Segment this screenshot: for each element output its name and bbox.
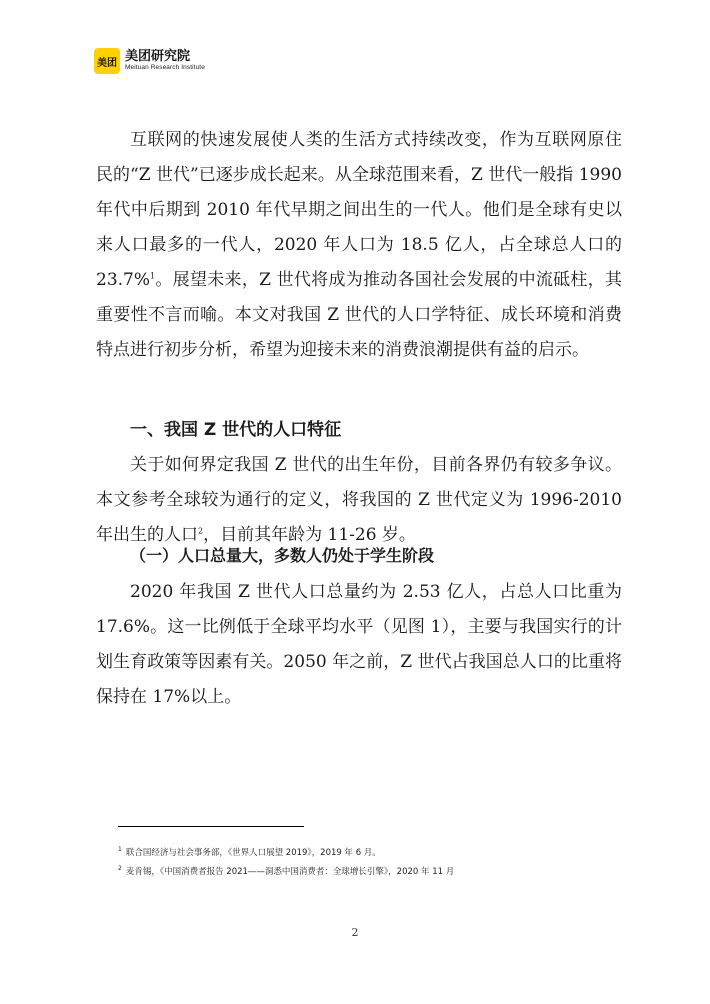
footnote-text: 联合国经济与社会事务部，《世界人口展望 2019》，2019 年 6 月。 (125, 848, 381, 858)
logo-subtitle: Meituan Research Institute (125, 64, 205, 72)
meituan-logo (94, 48, 205, 74)
footnote-2 (118, 866, 454, 878)
footnote-1 (118, 847, 381, 859)
footnote-mark: 1 (118, 846, 122, 854)
footnote-ref-1[interactable]: 1 (150, 271, 156, 281)
footnote-divider (118, 826, 304, 827)
logo-name: 美团研究院 (125, 49, 191, 65)
intro-paragraph (96, 123, 622, 368)
logo-text (125, 50, 205, 72)
definition-text-rest: ，目前其年龄为 11-26 岁。 (203, 525, 416, 545)
page-number: 2 (351, 926, 359, 939)
footnote-ref-2[interactable]: 2 (198, 526, 204, 536)
logo-badge: 美团 (94, 48, 120, 74)
footnote-text: 麦肯锡，《中国消费者报告 2021——洞悉中国消费者：全球增长引擎》，2020 年 11 月 (125, 867, 455, 877)
intro-text-rest: 。展望未来，Z 世代将成为推动各国社会发展的中流砥柱，其重要性不言而喻。本文对我国 Z 世代的人口学特征、成长环境和消费特点进行初步分析，希望为迎接未来的消费浪潮提供有益的启示。 (96, 270, 622, 360)
intro-text: 互联网的快速发展使人类的生活方式持续改变，作为互联网原住民的“Z 世代”已逐步成长起来。从全球范围来看，Z 世代一般指 1990 年代中后期到 2010 年代早期之间出生的一代人。他们是全球有史以来人口最多的一代人，2020 年人口为 18.5 亿人，占全球总人口的 23.7% (96, 130, 622, 290)
definition-text: 关于如何界定我国 Z 世代的出生年份，目前各界仍有较多争议。本文参考全球较为通行的定义，将我国的 Z 世代定义为 1996-2010 年出生的人口 (96, 455, 622, 545)
population-paragraph: 2020 年我国 Z 世代人口总量约为 2.53 亿人，占总人口比重为 17.6%。这一比例低于全球平均水平（见图 1），主要与我国实行的计划生育政策等因素有关。2050 年之前，Z 世代占我国总人口的比重将保持在 17%以上。 (96, 582, 622, 707)
section-heading: 一、我国 Z 世代的人口特征 (130, 420, 342, 440)
footnote-mark: 2 (118, 865, 122, 873)
subsection-heading: （一）人口总量大，多数人仍处于学生阶段 (130, 546, 435, 565)
